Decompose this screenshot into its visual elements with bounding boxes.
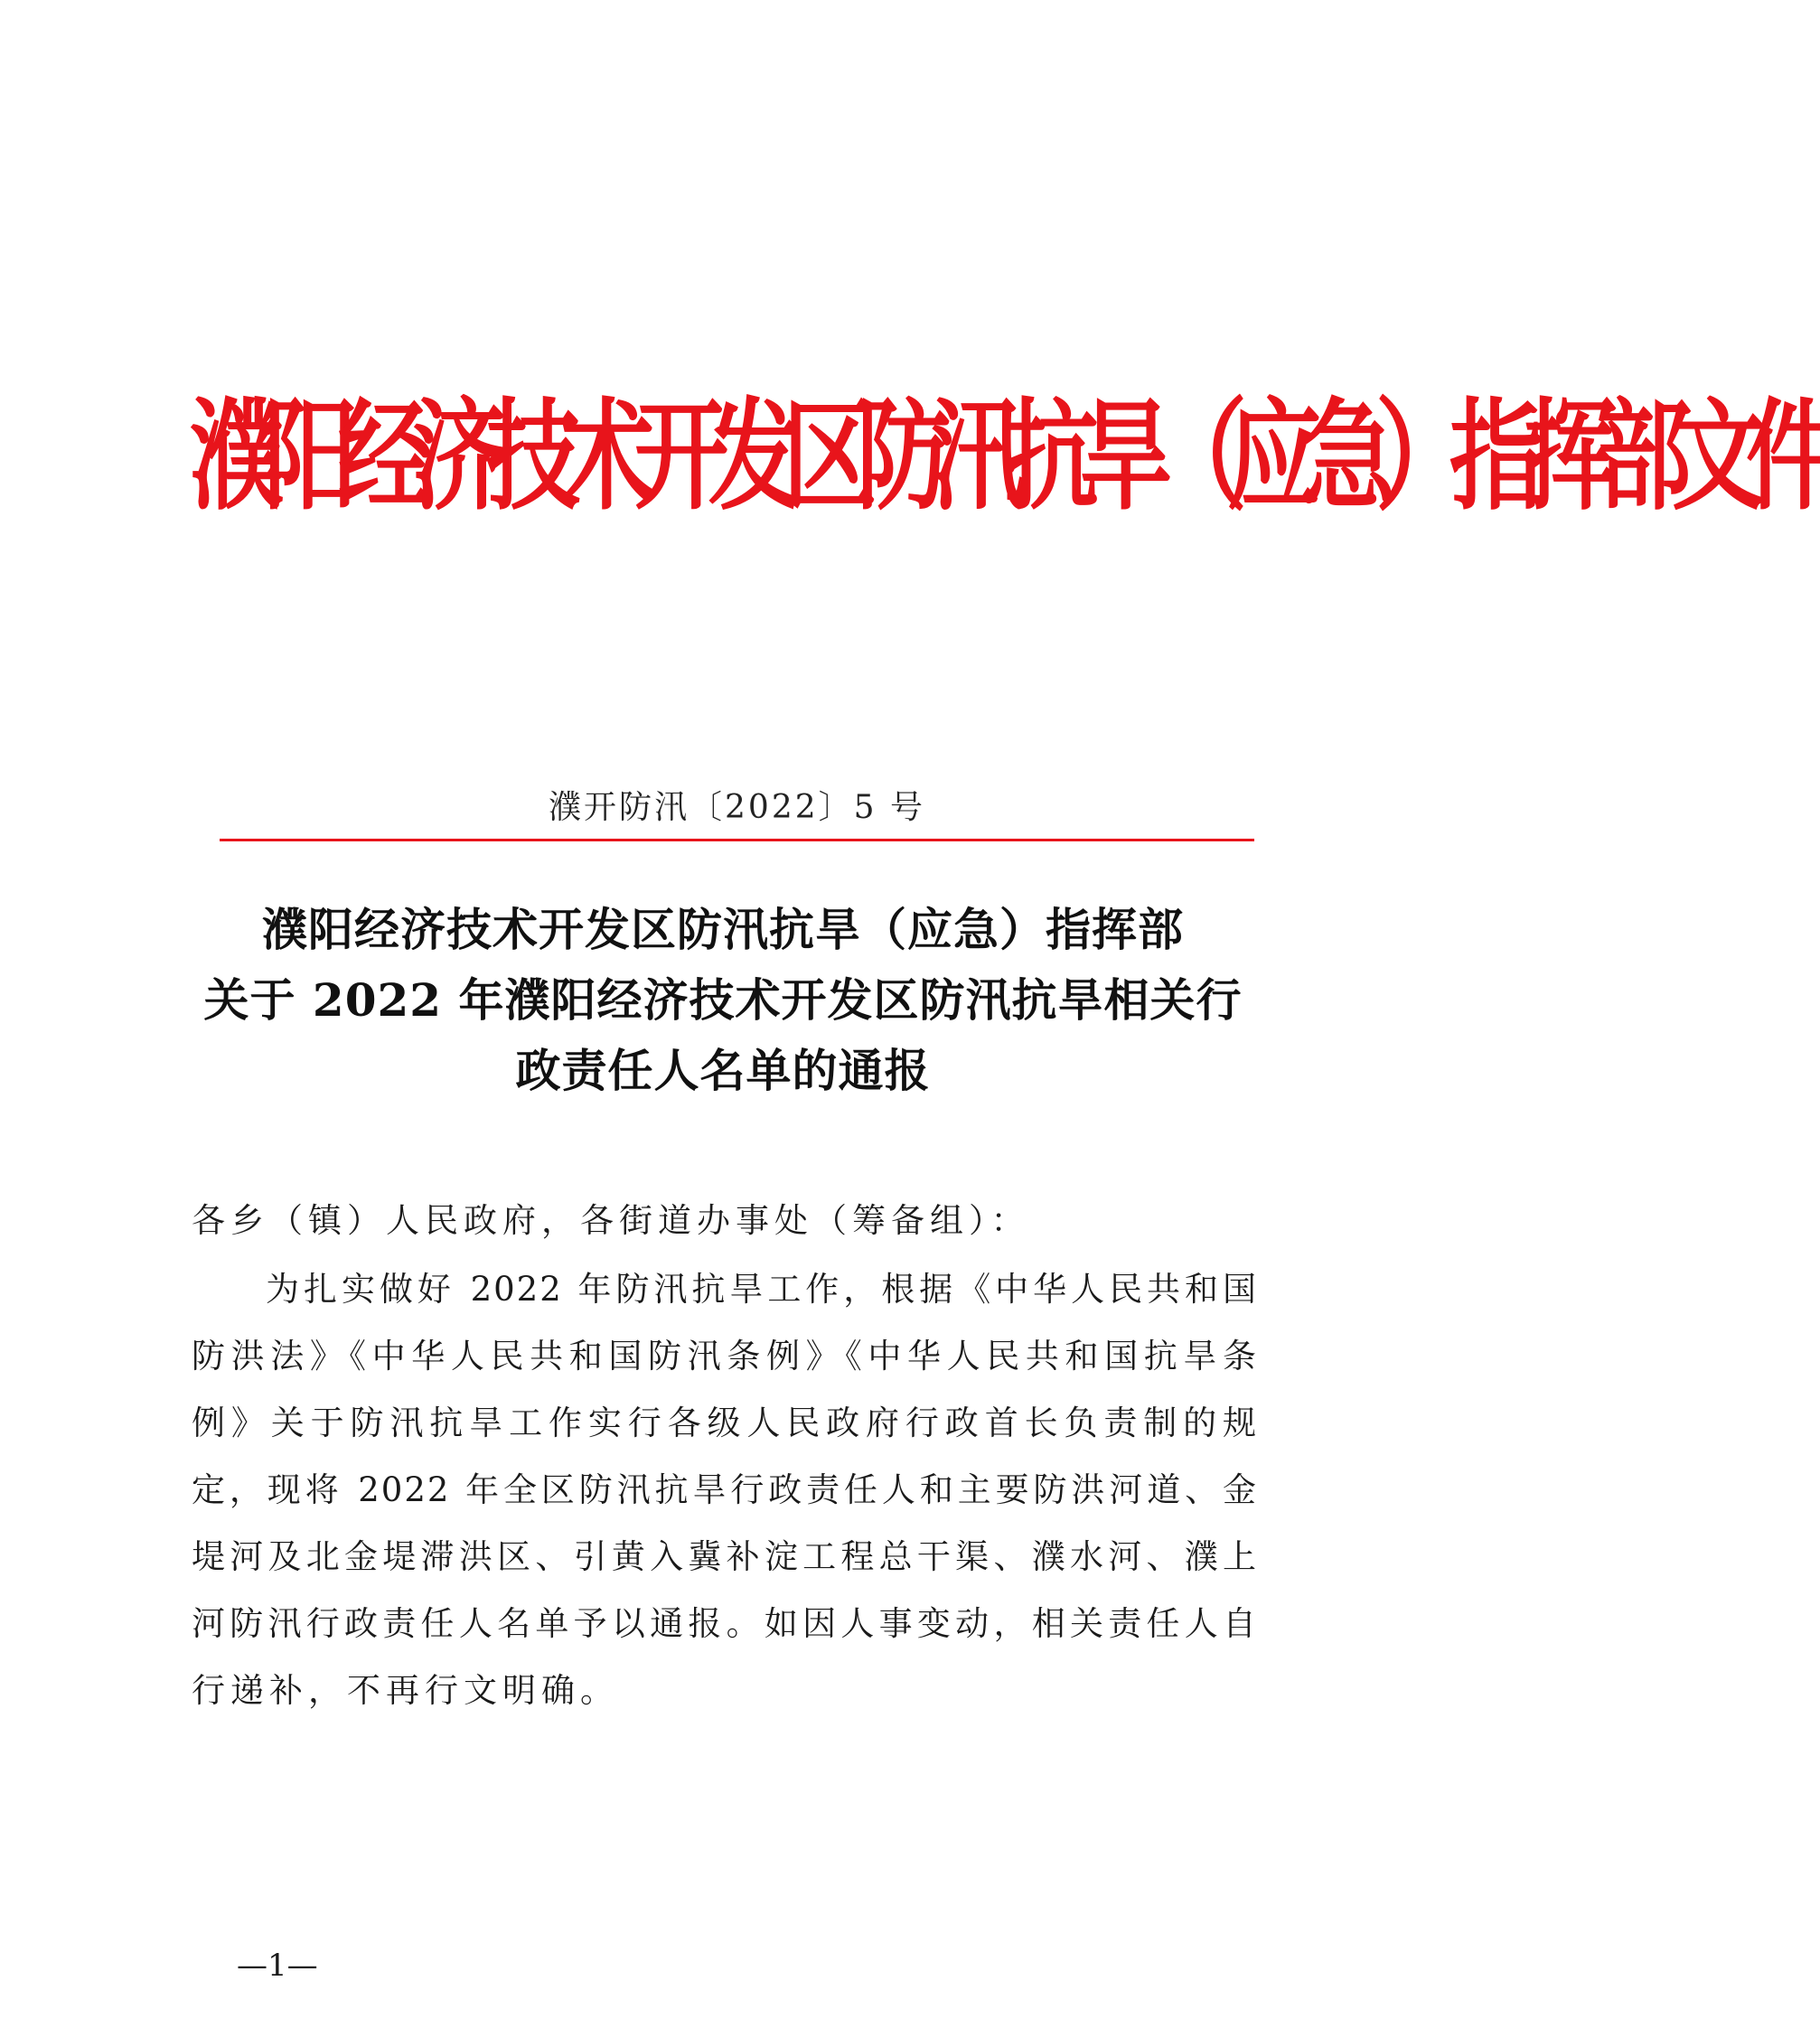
- title-line: 濮阳经济技术开发区防汛抗旱（应急）指挥部: [262, 903, 1184, 956]
- body-line: 堤河及北金堤滞洪区、引黄入冀补淀工程总干渠、濮水河、濮上: [192, 1537, 1258, 1576]
- body-line: 例》关于防汛抗旱工作实行各级人民政府行政首长负责制的规: [192, 1404, 1258, 1442]
- body-line: 定，现将 2022 年全区防汛抗旱行政责任人和主要防洪河道、金: [192, 1470, 1258, 1509]
- title-line: 政责任人名单的通报: [515, 1044, 931, 1097]
- page-number: —1—: [237, 1948, 318, 1984]
- body-paragraph: [192, 1256, 1258, 1724]
- red-divider-rule: [220, 839, 1254, 841]
- document-masthead: 濮阳经济技术开发区防汛抗旱（应急）指挥部文件: [190, 384, 1820, 528]
- document-title: [190, 895, 1256, 1106]
- body-line: 防洪法》《中华人民共和国防汛条例》《中华人民共和国抗旱条: [192, 1337, 1258, 1375]
- body-line: 河防汛行政责任人名单予以通报。如因人事变动，相关责任人自: [192, 1604, 1258, 1643]
- document-number: 濮开防汛〔2022〕5 号: [549, 789, 925, 826]
- salutation: 各乡（镇）人民政府，各街道办事处（筹备组）：: [192, 1201, 1030, 1240]
- body-line: 为扎实做好 2022 年防汛抗旱工作，根据《中华人民共和国: [266, 1270, 1258, 1309]
- title-line: 关于 2022 年濮阳经济技术开发区防汛抗旱相关行: [203, 973, 1243, 1027]
- body-line: 行递补，不再行文明确。: [192, 1671, 619, 1710]
